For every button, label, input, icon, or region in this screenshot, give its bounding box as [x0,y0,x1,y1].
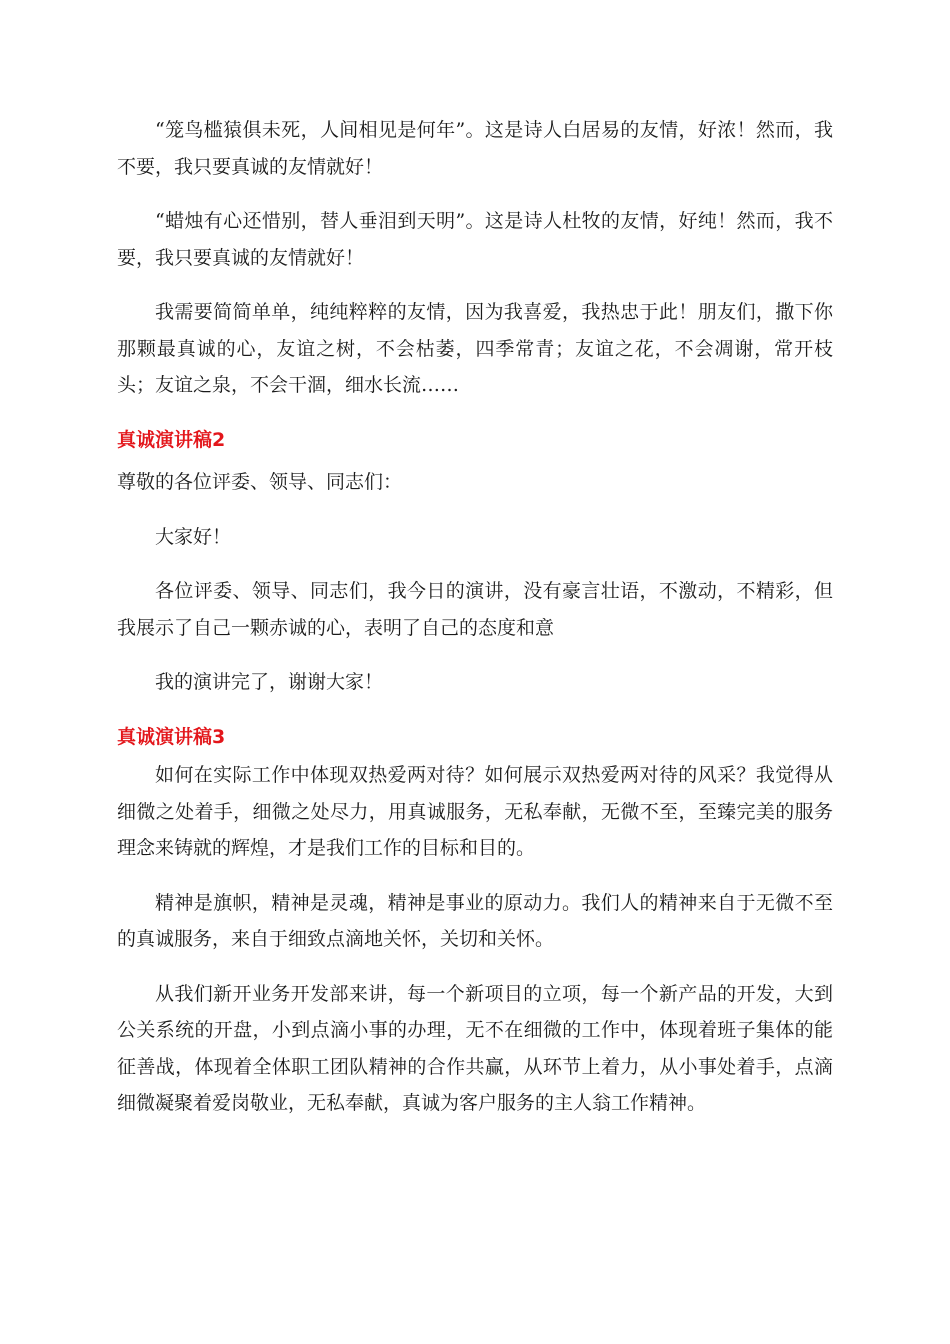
salutation: 尊敬的各位评委、领导、同志们： [117,471,403,493]
paragraph: 我需要简简单单，纯纯粹粹的友情，因为我喜爱，我热忠于此！朋友们，撒下你那颗最真诚的心，友谊之树，不会枯萎，四季常青；友谊之花，不会凋谢，常开枝头；友谊之泉，不会干涸，细水长流…… [117,301,833,396]
section-speech-3 [117,719,833,1122]
paragraph: “笼鸟槛猿俱未死，人间相见是何年”。这是诗人白居易的友情，好浓！然而，我不要，我只要真诚的友情就好！ [117,119,833,178]
paragraph: “蜡烛有心还惜别，替人垂泪到天明”。这是诗人杜牧的友情，好纯！然而，我不要，我只要真诚的友情就好！ [117,210,833,269]
section-speech-2 [117,422,833,701]
paragraph: 大家好！ [155,525,232,548]
paragraph: 如何在实际工作中体现双热爱两对待？如何展示双热爱两对待的风采？我觉得从细微之处着手，细微之处尽力，用真诚服务，无私奉献，无微不至，至臻完美的服务理念来铸就的辉煌，才是我们工作的目标和目的。 [117,764,833,859]
paragraph: 各位评委、领导、同志们，我今日的演讲，没有豪言壮语，不激动，不精彩，但我展示了自己一颗赤诚的心，表明了自己的态度和意 [117,580,833,639]
paragraph: 从我们新开业务开发部来讲，每一个新项目的立项，每一个新产品的开发，大到公关系统的开盘，小到点滴小事的办理，无不在细微的工作中，体现着班子集体的能征善战，体现着全体职工团队精神的合作共赢，从环节上着力，从小事处着手，点滴细微凝聚着爱岗敬业，无私奉献，真诚为客户服务的主人翁工作精神。 [117,982,833,1114]
paragraph: 我的演讲完了，谢谢大家！ [155,671,384,693]
section-intro [117,112,833,404]
section-heading: 真诚演讲稿2 [117,428,226,451]
paragraph: 精神是旗帜，精神是灵魂，精神是事业的原动力。我们人的精神来自于无微不至的真诚服务，来自于细致点滴地关怀，关切和关怀。 [117,891,833,950]
section-heading: 真诚演讲稿3 [117,725,226,748]
document-page [117,112,833,1140]
